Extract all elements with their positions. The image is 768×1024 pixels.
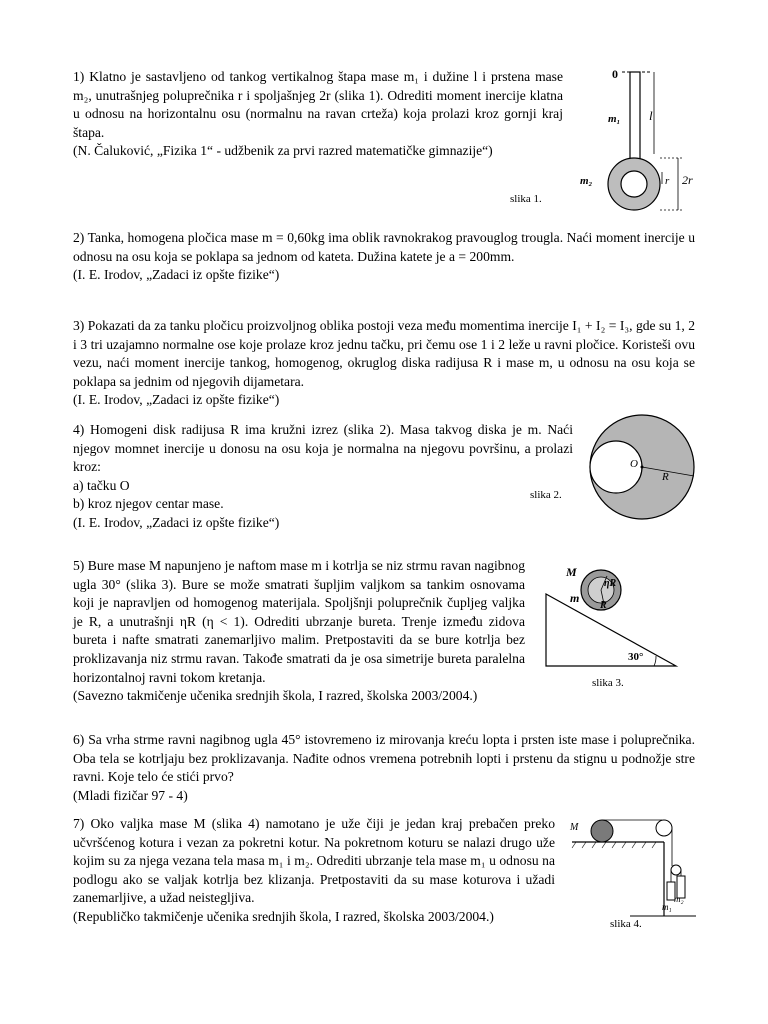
problem-4 <box>73 421 573 533</box>
problem-3-source: (I. E. Irodov, „Zadaci iz opšte fizike“) <box>73 392 280 408</box>
problem-6-source: (Mladi fizičar 97 - 4) <box>73 787 188 803</box>
problem-5-source: (Savezno takmičenje učenika srednjih škola, I razred, školska 2003/2004.) <box>73 688 478 704</box>
fig3-label-R: R <box>600 600 607 611</box>
fig4-cylinder <box>591 820 613 842</box>
problem-2 <box>73 229 695 285</box>
problem-5-text: 5) Bure mase M napunjeno je naftom mase m i kotrlja se niz strmu ravan nagibnog ugla 30° (slika 3). Bure se može smatrati šupljim valjkom sa tankim osnovama koji je napravljen od homogenog materijala. Spoljšnji poluprečnik čupljeg valjka je R, a unutrašnji ηR (η < 1). Odrediti ubrzanje bureta. Trenje između zidova bureta i nafte smatrati zanemarljivo malim. Pretpostaviti da se bure kotrlja bez proklizavanja niz strmu ravan. Takođe smatrati da je osa simetrije bureta paralelna horizontalnoj ravni tokom kretanja. <box>73 558 525 685</box>
fig2-caption: slika 2. <box>530 489 562 501</box>
figure-1 <box>572 62 712 212</box>
figure-4 <box>566 812 702 918</box>
fig1-label-2r: 2r <box>682 173 693 187</box>
fig4-caption: slika 4. <box>610 918 642 930</box>
problem-4-source: (I. E. Irodov, „Zadaci iz opšte fizike“) <box>73 514 280 530</box>
fig4-label-m2: m₂ <box>674 894 684 904</box>
fig4-fixed-pulley <box>656 820 672 836</box>
fig3-label-angle: 30° <box>628 651 644 663</box>
fig1-rod <box>630 72 640 164</box>
fig1-caption: slika 1. <box>510 193 542 205</box>
fig2-label-r: R <box>662 471 669 483</box>
fig4-label-M: M <box>570 822 579 833</box>
problem-3-text: 3) Pokazati da za tanku pločicu proizvoljnog oblika postoji veza među momentima inercije I₁ + I₂ = I₃, gde su 1, 2 i 3 tri uzajamno normalne ose koje prolaze kroz jednu tačku, pri čemu ose 1 i 2 leže u ravni pločice. Koristeši ovu vezu, naći moment inercije tankog, homogenog, okruglog diska radijusa R i mase m, u odnosu na osu koja se poklapa sa jednim od njegovih dijametara. <box>73 318 695 389</box>
problem-7-text: 7) Oko valjka mase M (slika 4) namotano je uže čiji je jedan kraj prebačen preko učvršćenog koturа i vezan za pokretni kotur. Na pokretnom koturu se nalazi drugo uže kojim su za njega vezana tela masa m₁ i m₂. Odrediti ubrzanje tela mase m₁ u odnosu na podlogu ako se valjak kotrlja bez klizanja. Pretpostaviti da su mase koturova i užadi zanemarljive, a užad neistegljiva. <box>73 816 555 906</box>
fig1-label-m2: m₂ <box>580 175 593 187</box>
problem-7 <box>73 815 555 927</box>
problem-3 <box>73 317 695 410</box>
fig1-label-r: r <box>665 175 670 187</box>
problem-1 <box>73 68 563 161</box>
fig1-label-o: 0 <box>612 67 618 81</box>
fig1-label-m1: m₁ <box>608 113 621 125</box>
problem-7-source: (Republičko takmičenje učenika srednjih škola, I razred, školska 2003/2004.) <box>73 908 494 924</box>
problem-2-source: (I. E. Irodov, „Zadaci iz opšte fizike“) <box>73 267 280 283</box>
problem-2-text: 2) Tanka, homogena pločica mase m = 0,60kg ima oblik ravnokrakog pravouglog trougla. Naći moment inercije u odnosu na osu koja se poklapa sa jednom od kateta. Dužina katete je a = 200mm. <box>73 230 695 264</box>
fig1-label-l: l <box>649 108 653 123</box>
problem-4-text: 4) Homogeni disk radijusa R ima kružni izrez (slika 2). Masa takvog diska je m. Naći njegov momnet inercije u donosu na osu koja je normalna na njegovu površinu, a prolazi kroz: <box>73 422 573 475</box>
figure-2 <box>578 412 708 522</box>
fig2-label-o: O <box>630 458 638 470</box>
fig3-label-m: m <box>570 591 580 605</box>
fig1-inner-ring <box>621 171 647 197</box>
problem-6 <box>73 731 695 805</box>
fig3-label-M: M <box>566 565 577 579</box>
problem-1-text: 1) Klatno je sastavljeno od tankog vertikalnog štapa mase m₁ i dužine l i prstena mase m₂, unutrašnjeg poluprečnika r i spoljašnjeg 2r (slika 1). Odrediti moment inercije klatna u odnosu na horizontalnu osu (normalnu na ravan crteža) koja prolazi kroz gornji kraj štapa. <box>73 69 563 140</box>
problem-4-item-b: b) kroz njegov centar mase. <box>73 496 224 512</box>
figure-3 <box>544 562 684 674</box>
problem-5 <box>73 557 525 706</box>
problem-1-source: (N. Čaluković, „Fizika 1“ - udžbenik za prvi razred matematičke gimnazije“) <box>73 143 493 159</box>
fig4-label-m1: m₁ <box>662 902 672 912</box>
problem-4-item-a: a) tačku O <box>73 477 130 493</box>
fig4-movable-pulley <box>671 865 681 875</box>
fig3-caption: slika 3. <box>592 677 624 689</box>
problem-6-text: 6) Sa vrha strme ravni nagibnog ugla 45° istovremeno iz mirovanja kreću lopta i prsten iste mase i poluprečnika. Oba tela se kotrljaju bez proklizavanja. Nađite odnos vremena potrebnih lopti i prstenu da stignu u podnožje stre ravni. Koje telo će stići prvo? <box>73 732 695 785</box>
fig3-label-etaR: ηR <box>604 578 617 589</box>
